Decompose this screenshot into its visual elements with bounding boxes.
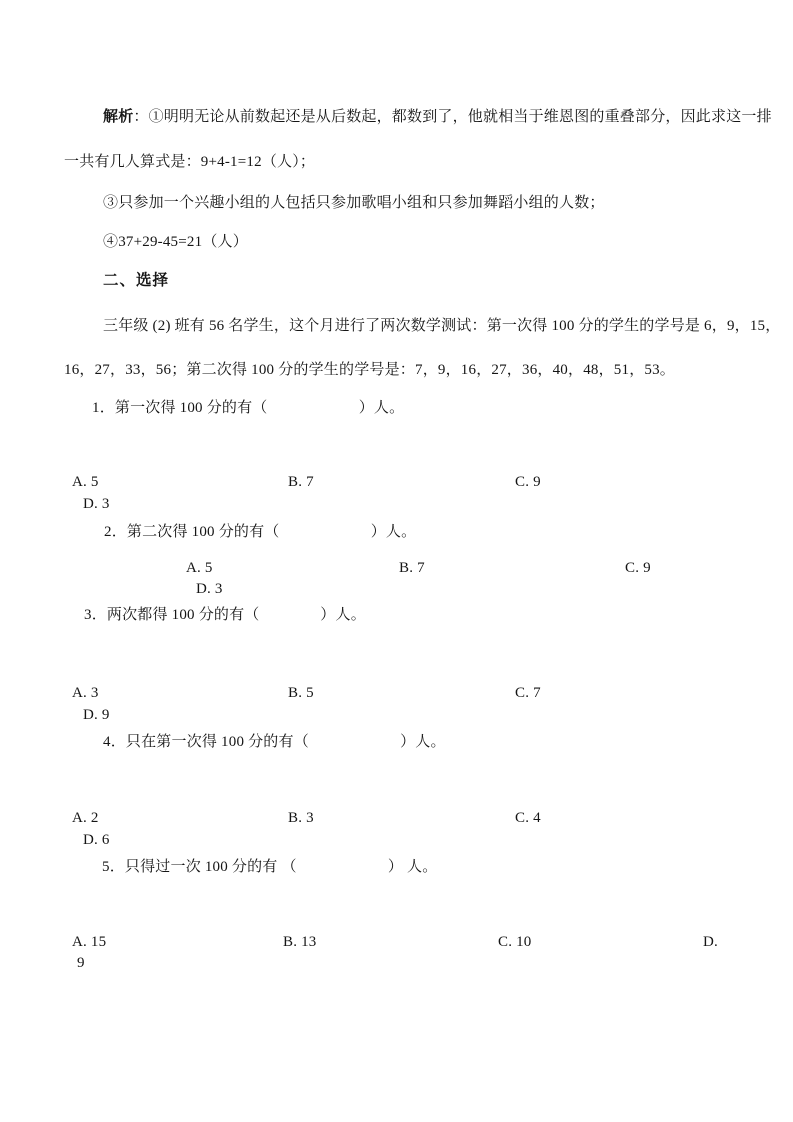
question-3-stem: 3．两次都得 100 分的有（ ）人。 — [84, 607, 366, 623]
question-5-option-d-wrap: 9 — [77, 955, 85, 971]
question-1-option-b: B. 7 — [288, 474, 314, 490]
question-4-option-a: A. 2 — [72, 810, 99, 826]
question-4-stem: 4．只在第一次得 100 分的有（ ）人。 — [103, 734, 446, 750]
question-5-option-c: C. 10 — [498, 934, 532, 950]
question-2-option-a: A. 5 — [186, 560, 213, 576]
question-4-option-c: C. 4 — [515, 810, 541, 826]
question-4-option-b: B. 3 — [288, 810, 314, 826]
analysis-line-1-text: ：①明明无论从前数起还是从后数起，都数到了，他就相当于维恩图的重叠部分，因此求这一排 — [133, 109, 772, 125]
question-5-option-d: D. — [703, 934, 718, 950]
question-1-stem: 1．第一次得 100 分的有（ ）人。 — [92, 400, 405, 416]
analysis-line-4: ④37+29-45=21（人） — [103, 234, 248, 250]
intro-line-1: 三年级 (2) 班有 56 名学生，这个月进行了两次数学测试：第一次得 100 分的学生的学号是 6，9，15， — [103, 318, 781, 334]
analysis-label: 解析 — [103, 109, 134, 125]
question-5-option-a: A. 15 — [72, 934, 107, 950]
question-2-option-c: C. 9 — [625, 560, 651, 576]
question-3-option-d: D. 9 — [83, 707, 110, 723]
question-2-option-b: B. 7 — [399, 560, 425, 576]
question-2-stem: 2．第二次得 100 分的有（ ）人。 — [104, 524, 417, 540]
question-3-option-c: C. 7 — [515, 685, 541, 701]
analysis-line-2: 一共有几人算式是：9+4-1=12（人）； — [64, 154, 316, 170]
question-3-option-a: A. 3 — [72, 685, 99, 701]
question-5-stem: 5．只得过一次 100 分的有 （ ） 人。 — [102, 859, 438, 875]
question-3-option-b: B. 5 — [288, 685, 314, 701]
section-heading: 二、选择 — [103, 272, 170, 289]
question-1-option-c: C. 9 — [515, 474, 541, 490]
question-4-option-d: D. 6 — [83, 832, 110, 848]
intro-line-2: 16，27，33，56；第二次得 100 分的学生的学号是：7，9，16，27，36，40，48，51，53。 — [64, 362, 676, 378]
question-2-option-d: D. 3 — [196, 581, 223, 597]
question-1-option-a: A. 5 — [72, 474, 99, 490]
question-5-option-b: B. 13 — [283, 934, 317, 950]
analysis-line-1 — [103, 107, 772, 127]
question-1-option-d: D. 3 — [83, 496, 110, 512]
analysis-line-3: ③只参加一个兴趣小组的人包括只参加歌唱小组和只参加舞蹈小组的人数； — [103, 195, 605, 211]
